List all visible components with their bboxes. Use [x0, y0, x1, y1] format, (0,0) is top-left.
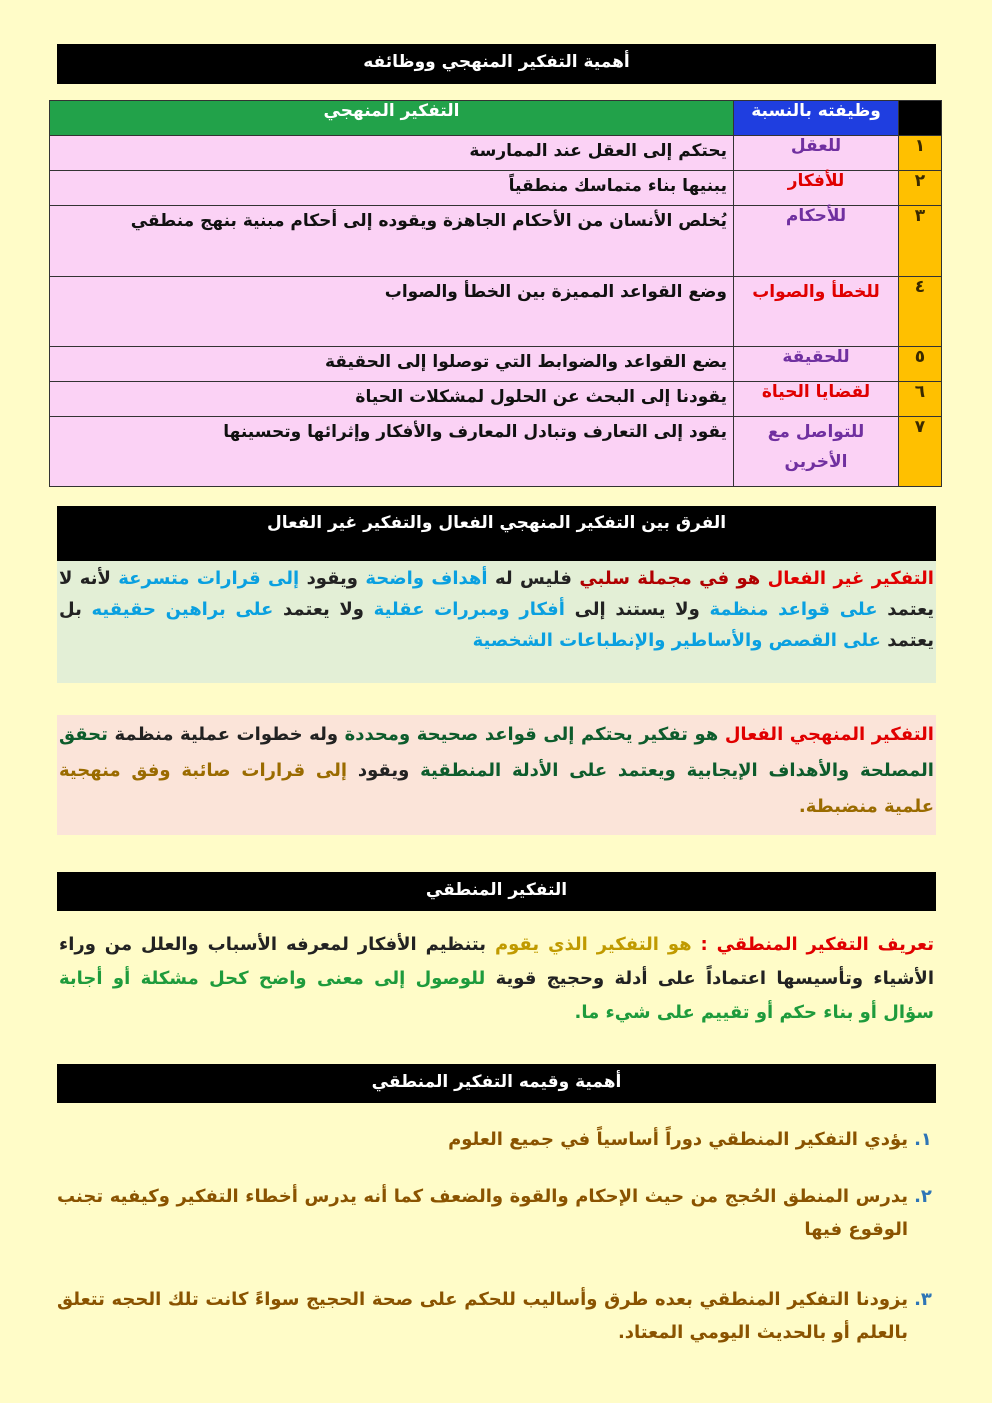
list-item — [57, 1180, 936, 1246]
functions-table — [49, 100, 942, 487]
section-title-logical-thinking: التفكير المنطقي — [57, 872, 936, 911]
table-row — [50, 417, 942, 487]
row-number: ١ — [899, 136, 942, 171]
ineffective-text: على براهين حقيقيه — [91, 599, 274, 620]
row-number: ٣ — [899, 206, 942, 277]
list-number: ٢. — [914, 1186, 932, 1207]
list-item — [57, 1123, 936, 1156]
definition-text: هو التفكير الذي يقوم — [494, 934, 692, 955]
table-header-row — [50, 101, 942, 136]
row-function: للخطأ والصواب — [734, 277, 899, 347]
ineffective-text: هو في مجملة سلبي — [579, 568, 761, 589]
ineffective-text: فليس له — [494, 568, 572, 589]
table-row — [50, 136, 942, 171]
table-row — [50, 347, 942, 382]
row-number: ٥ — [899, 347, 942, 382]
list-item-text: يؤدي التفكير المنطقي دوراً أساسياً في جميع العلوم — [448, 1129, 908, 1150]
row-description: يحتكم إلى العقل عند الممارسة — [50, 136, 734, 171]
ineffective-text: ولا يستند إلى — [574, 599, 700, 620]
table-row — [50, 277, 942, 347]
row-description: يُخلص الأنسان من الأحكام الجاهزة ويقوده إلى أحكام مبنية بنهج منطقي — [50, 206, 734, 277]
list-number: ١. — [914, 1129, 932, 1150]
ineffective-text: على القصص والأساطير والإنطباعات الشخصية — [472, 630, 881, 651]
list-item — [57, 1283, 936, 1349]
row-description: يضع القواعد والضوابط التي توصلوا إلى الحقيقة — [50, 347, 734, 382]
header-function-cell: وظيفته بالنسبة — [734, 101, 899, 136]
row-number: ٧ — [899, 417, 942, 487]
row-description: يقودنا إلى البحث عن الحلول لمشكلات الحياة — [50, 382, 734, 417]
effective-text: ويقود — [357, 760, 410, 781]
effective-text: ويعتمد على الأدلة المنطقية — [420, 760, 676, 781]
section-title-importance: أهمية التفكير المنهجي ووظائفه — [57, 44, 936, 84]
row-description: وضع القواعد المميزة بين الخطأ والصواب — [50, 277, 734, 347]
ineffective-term: التفكير غير الفعال — [767, 568, 934, 589]
row-function: للأفكار — [734, 171, 899, 206]
ineffective-text: أهداف واضحة — [365, 568, 488, 589]
definition-text: بتنظيم الأفكار لمعرفه الأسباب والعلل من وراء الأشياء وتأسيسها اعتماداً على أدلة وحجيج قوية — [59, 934, 934, 989]
section-title-logical-value: أهمية وقيمه التفكير المنطقي — [57, 1064, 936, 1103]
ineffective-text: إلى قرارات متسرعة — [118, 568, 300, 589]
list-item-text: يزودنا التفكير المنطقي بعده طرق وأساليب للحكم على صحة الحجيج سواءً كانت تلك الحجه تتعلق بالعلم أو بالحديث اليومي المعتاد. — [57, 1289, 908, 1343]
row-function: للعقل — [734, 136, 899, 171]
table-row — [50, 171, 942, 206]
table-row — [50, 206, 942, 277]
effective-text: هو تفكير يحتكم إلى قواعد صحيحة ومحددة — [344, 724, 719, 745]
ineffective-text: بل يعتمد — [59, 599, 934, 651]
header-thinking-cell: التفكير المنهجي — [50, 101, 734, 136]
list-number: ٣. — [914, 1289, 932, 1310]
row-description: يبنيها بناء متماسك منطقياً — [50, 171, 734, 206]
definition-text: للوصول إلى معنى واضح كحل مشكلة أو أجابة سؤال أو بناء حكم أو تقييم على شيء ما. — [59, 968, 934, 1023]
ineffective-text: أفكار ومبررات عقلية — [373, 599, 565, 620]
row-number: ٦ — [899, 382, 942, 417]
row-function: للتواصل مع الأخرين — [734, 417, 899, 487]
definition-paragraph — [57, 928, 936, 1030]
row-function: لقضايا الحياة — [734, 382, 899, 417]
row-number: ٤ — [899, 277, 942, 347]
row-description: يقود إلى التعارف وتبادل المعارف والأفكار وإثرائها وتحسينها — [50, 417, 734, 487]
definition-term: تعريف التفكير المنطقي : — [700, 934, 934, 955]
ineffective-text: على قواعد منظمة — [709, 599, 878, 620]
effective-term: التفكير المنهجي الفعال — [724, 724, 934, 745]
ineffective-text: ويقود — [306, 568, 358, 589]
ineffective-text: ولا يعتمد — [283, 599, 364, 620]
ineffective-text: لأنه لا يعتمد — [59, 568, 934, 620]
effective-text: تحقق المصلحة والأهداف الإيجابية — [59, 724, 934, 781]
list-item-text: يدرس المنطق الحُجج من حيث الإحكام والقوة والضعف كما أنه يدرس أخطاء التفكير وكيفيه تجنب الوقوع فيها — [57, 1186, 908, 1240]
section-title-difference: الفرق بين التفكير المنهجي الفعال والتفكير غير الفعال — [57, 506, 936, 561]
table-row — [50, 382, 942, 417]
row-function: للحقيقة — [734, 347, 899, 382]
row-function: للأحكام — [734, 206, 899, 277]
header-number-cell — [899, 101, 942, 136]
effective-thinking-paragraph — [57, 715, 936, 835]
row-number: ٢ — [899, 171, 942, 206]
ineffective-thinking-paragraph — [57, 561, 936, 683]
effective-text: وله خطوات عملية منظمة — [114, 724, 339, 745]
effective-text: إلى قرارات صائبة وفق منهجية علمية منضبطة. — [59, 760, 934, 817]
